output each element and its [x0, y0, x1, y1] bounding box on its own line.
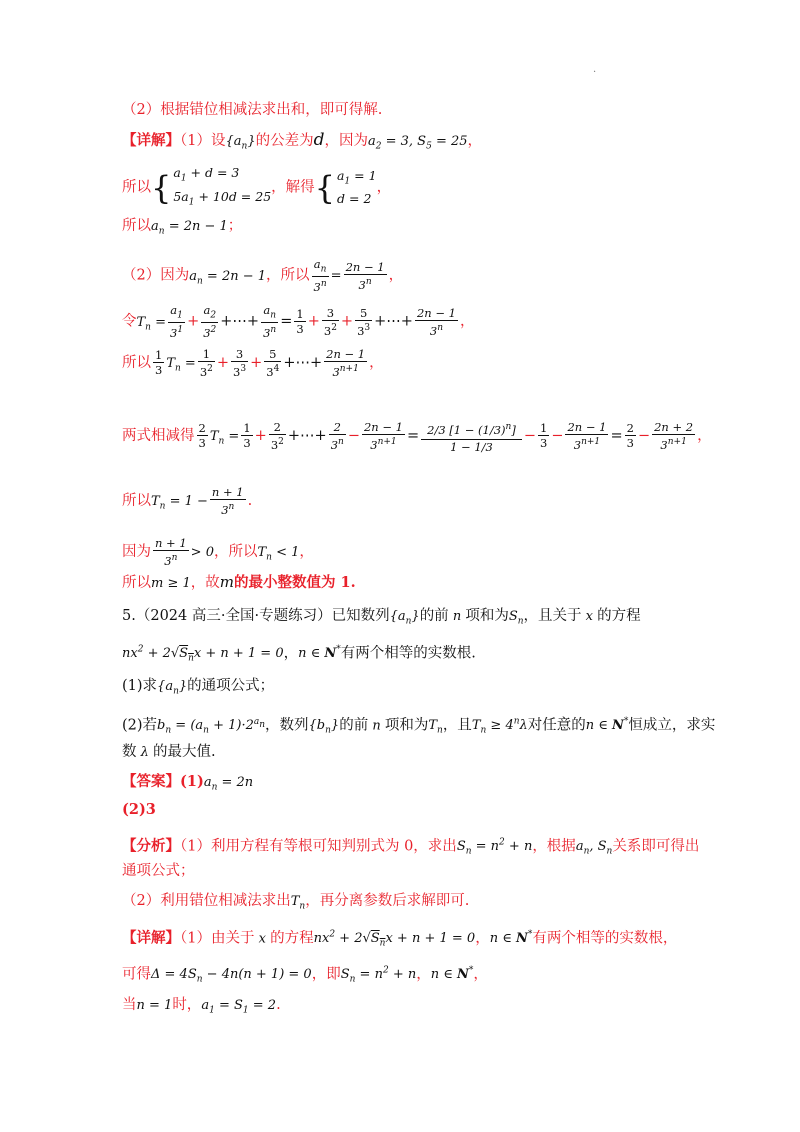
problem-5-q1: (1)求$\{a_n\}$的通项公式； — [122, 678, 275, 697]
solution-step-2-hint: （2）根据错位相减法求出和，即可得解. — [122, 102, 383, 118]
problem-5-line2: $nx^2 + 2√S_nx + n + 1 = 0$，n ∈ N*有两个相等的实数根. — [122, 645, 476, 664]
conclusion-line: 所以m ≥ 1，故m的最小整数值为 1. — [122, 573, 356, 591]
detail2-line2: 可得$\Delta = 4S_n - 4n(n + 1) = 0$，即$S_n = n^2 + n$，n ∈ N*， — [122, 966, 488, 985]
problem-number: 5. — [122, 608, 136, 624]
step2-line: （2）因为$a_n = 2n - 1$，所以 $\frac{a_n}{3^n}$ = $\frac{2n - 1}{3^n}$ ， — [122, 257, 404, 295]
analysis-line3: （2）利用错位相减法求出$T_n$，再分离参数后求解即可. — [122, 893, 470, 912]
answer-part2: (2)3 — [122, 801, 156, 818]
page-mark: . — [593, 64, 597, 75]
problem-5-q2: (2)若$b_n = (a_n + 1)\cdot 2^{a_n}$，数列$\{b_n\}$的前 n 项和为$T_n$，且$T_n \ge 4^n\lambda$对任意的n ∈ N*恒成立，求实 — [122, 717, 716, 736]
analysis-line1: 【分析】（1）利用方程有等根可知判别式为 0，求出$S_n = n^2 + n$，根据$a_n$, $S_n$关系即可得出 — [122, 837, 700, 857]
detail2-line3: 当n = 1时，$a_1 = S_1 = 2$. — [122, 997, 281, 1016]
inequality-line: 因为 $\frac{n + 1}{3^n}$ > 0，所以$T_n < 1$， — [122, 536, 314, 568]
subtraction-line: 两式相减得 $\frac{2}{3}$ $T_n$ = $\frac{1}{3}$ + $\frac{2}{3^2}$ +⋯+ $\frac{2}{3^n}$ − $\frac{2n - 1}{3^{n+1}}$ = $\frac{2/3 [1 - (1/3)^n]}{1 - 1/3}$ − $\frac{1}{3}$ − $\frac{2n - 1}{3^{n+1}}$ = $\frac{2}{3}$ − $\frac{2n + 2}{3^{n+1}}$ ， — [122, 420, 712, 454]
analysis-tag: 【分析】 — [122, 837, 180, 855]
analysis-line2: 通项公式； — [122, 863, 195, 879]
tn-third-line: 所以 $\frac{1}{3}$ $T_n$ = $\frac{1}{3^2}$ + $\frac{3}{3^3}$ + $\frac{5}{3^4}$ +⋯+ $\frac{2n - 1}{3^{n+1}}$ ， — [122, 347, 384, 379]
problem-source: （2024 高三·全国·专题练习） — [135, 608, 332, 624]
tn-result-line: 所以$T_n = 1$ − $\frac{n + 1}{3^n}$ . — [122, 485, 253, 517]
tn-definition-line: 令$T_n$ = $\frac{a_1}{3^1}$ + $\frac{a_2}{3^2}$ +⋯+ $\frac{a_n}{3^n}$ = $\frac{1}{3}$ + $\frac{3}{3^2}$ + $\frac{5}{3^3}$ +⋯+ $\frac{2n - 1}{3^n}$ ， — [122, 303, 475, 341]
system-line: 所以{ $a_1 + d = 3$ $5a_1 + 10d = 25$，解得{ $a_1 = 1$ d = 2， — [122, 165, 392, 207]
answer-line: 【答案】$(1)a_n = 2n$ — [122, 773, 254, 793]
general-term-line: 所以$a_n = 2n - 1$； — [122, 218, 243, 237]
detail-heading-line: 【详解】（1）设$\{a_n\}$的公差为d，因为$a_2 = 3$, $S_5 = 25$， — [122, 130, 483, 152]
problem-5-q2-cont: 数 λ 的最大值. — [122, 744, 216, 760]
detail2-line1: 【详解】（1）由关于 x 的方程$nx^2 + 2√S_nx + n + 1 = 0$，n ∈ N*有两个相等的实数根， — [122, 929, 678, 949]
detail-tag: 【详解】 — [122, 132, 180, 149]
problem-5-line1: 5.（2024 高三·全国·专题练习）已知数列$\{a_n\}$的前 n 项和为$S_n$，且关于 x 的方程 — [122, 608, 641, 627]
detail2-tag: 【详解】 — [122, 929, 180, 947]
answer-tag: 【答案】 — [122, 773, 180, 790]
